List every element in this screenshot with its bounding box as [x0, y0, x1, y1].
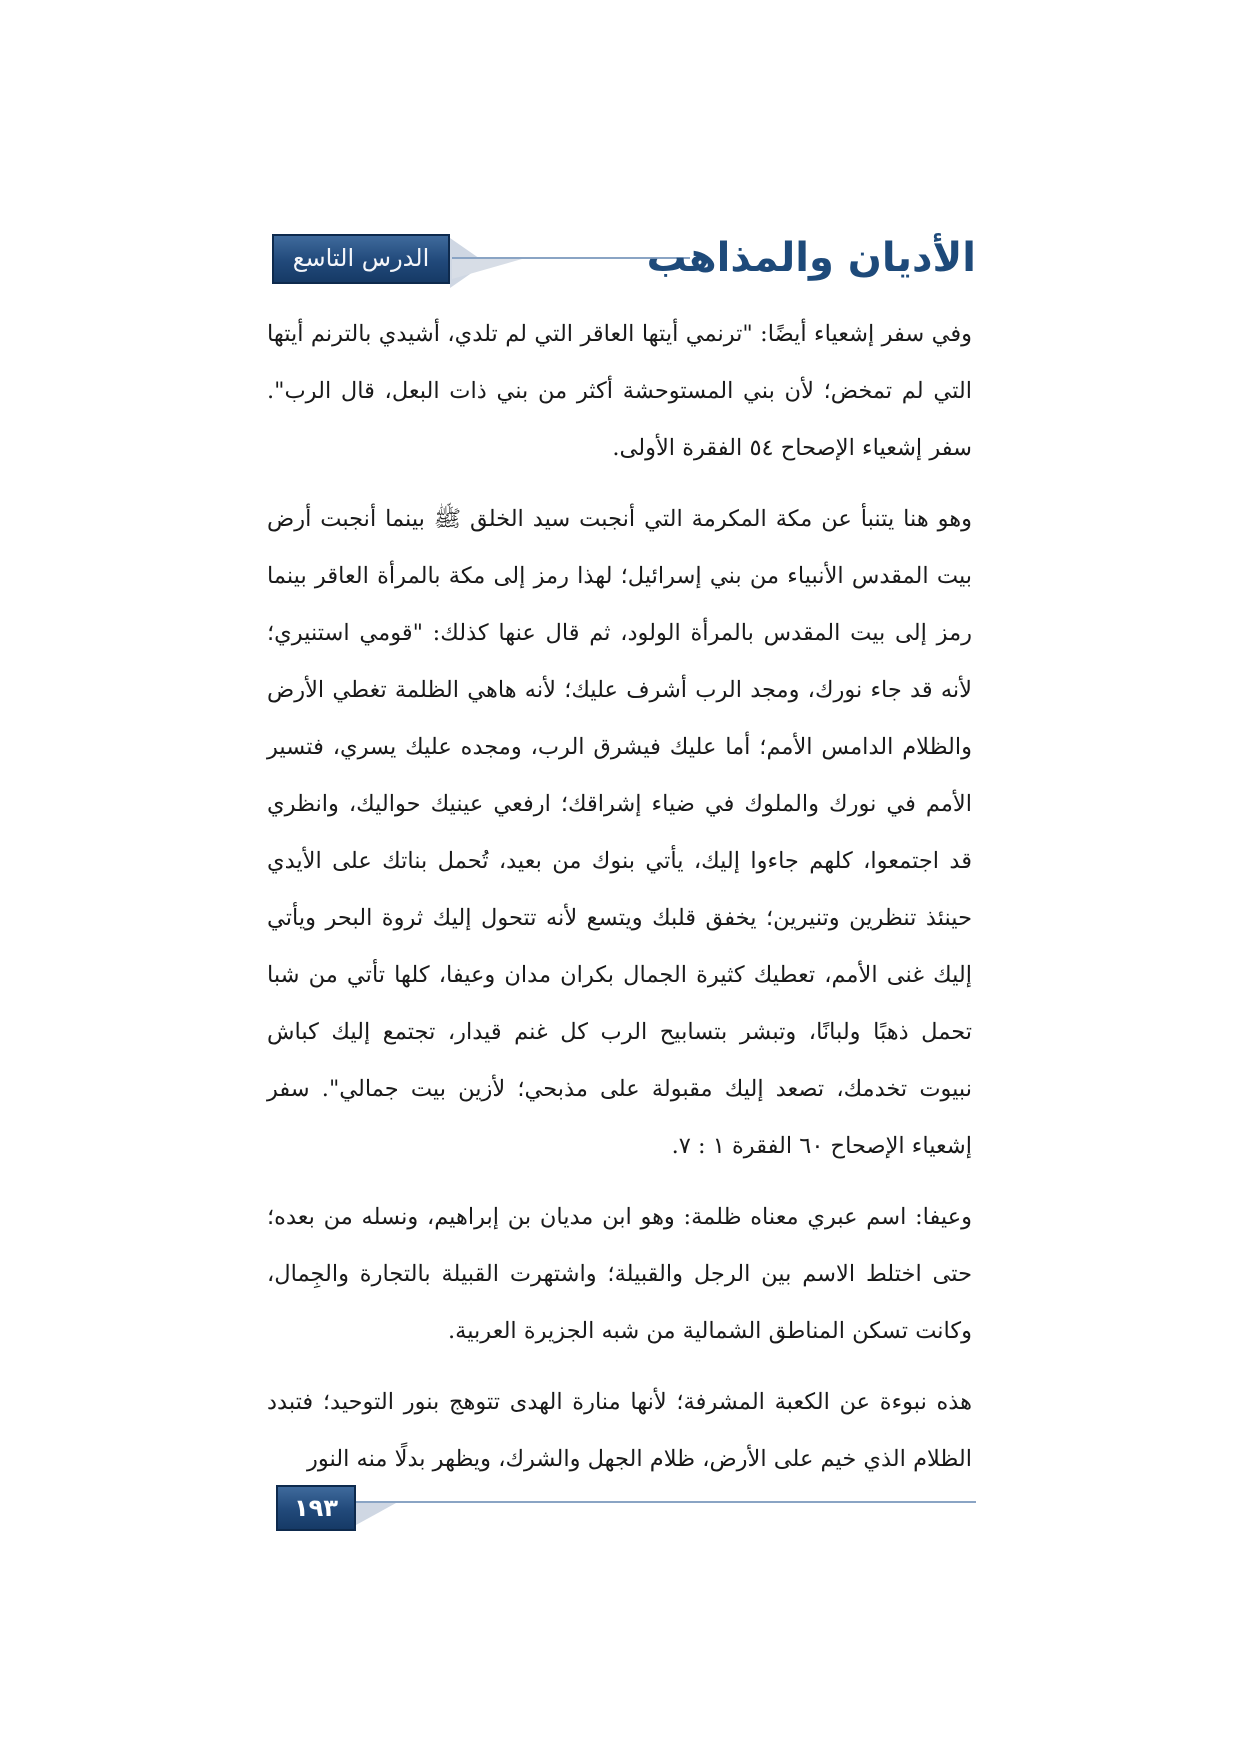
page-header: [272, 230, 976, 290]
page-number: ١٩٣: [294, 1494, 338, 1522]
page-number-badge: [276, 1485, 356, 1531]
header-wedge: [452, 259, 522, 279]
book-title: الأديان والمذاهب: [646, 235, 976, 281]
page-badge-shadow: [356, 1503, 396, 1525]
body-text: [267, 306, 972, 1502]
footer-rule: [356, 1501, 976, 1503]
lesson-badge: [272, 234, 450, 284]
paragraph: وعيفا: اسم عبري معناه ظلمة: وهو ابن مديان بن إبراهيم، ونسله من بعده؛ حتى اختلط الاسم بين الرجل والقبيلة؛ واشتهرت القبيلة بالتجارة والجِمال، وكانت تسكن المناطق الشمالية من شبه الجزيرة العربية.: [267, 1204, 972, 1344]
page-footer: [276, 1485, 976, 1535]
lesson-label: الدرس التاسع: [292, 244, 430, 272]
paragraph: هذه نبوءة عن الكعبة المشرفة؛ لأنها منارة الهدى تتوهج بنور التوحيد؛ فتبدد الظلام الذي خيم على الأرض، ظلام الجهل والشرك، ويظهر بدلًا منه النور: [267, 1389, 972, 1472]
paragraph: وفي سفر إشعياء أيضًا: "ترنمي أيتها العاقر التي لم تلدي، أشيدي بالترنم أيتها التي لم تمخض؛ لأن بني المستوحشة أكثر من بني ذات البعل، قال الرب". سفر إشعياء الإصحاح ٥٤ الفقرة الأولى.: [267, 321, 972, 461]
paragraph: وهو هنا يتنبأ عن مكة المكرمة التي أنجبت سيد الخلق ﷺ بينما أنجبت أرض بيت المقدس الأنبياء من بني إسرائيل؛ لهذا رمز إلى مكة بالمرأة العاقر بينما رمز إلى بيت المقدس بالمرأة الولود، ثم قال عنها كذلك: "قومي استنيري؛ لأنه قد جاء نورك، ومجد الرب أشرف عليك؛ لأنه هاهي الظلمة تغطي الأرض والظلام الدامس الأمم؛ أما عليك فيشرق الرب، ومجده عليك يسري، فتسير الأمم في نورك والملوك في ضياء إشراقك؛ ارفعي عينيك حواليك، وانظري قد اجتمعوا، كلهم جاءوا إليك، يأتي بنوك من بعيد، تُحمل بناتك على الأيدي حينئذ تنظرين وتنيرين؛ يخفق قلبك ويتسع لأنه تتحول إليك ثروة البحر ويأتي إليك غنى الأمم، تعطيك كثيرة الجمال بكران مدان وعيفا، كلها تأتي من شبا تحمل ذهبًا ولبانًا، وتبشر بتسابيح الرب كل غنم قيدار، تجتمع إليك كباش نبيوت تخدمك، تصعد إليك مقبولة على مذبحي؛ لأزين بيت جمالي". سفر إشعياء الإصحاح ٦٠ الفقرة ١ : ٧.: [267, 506, 972, 1159]
